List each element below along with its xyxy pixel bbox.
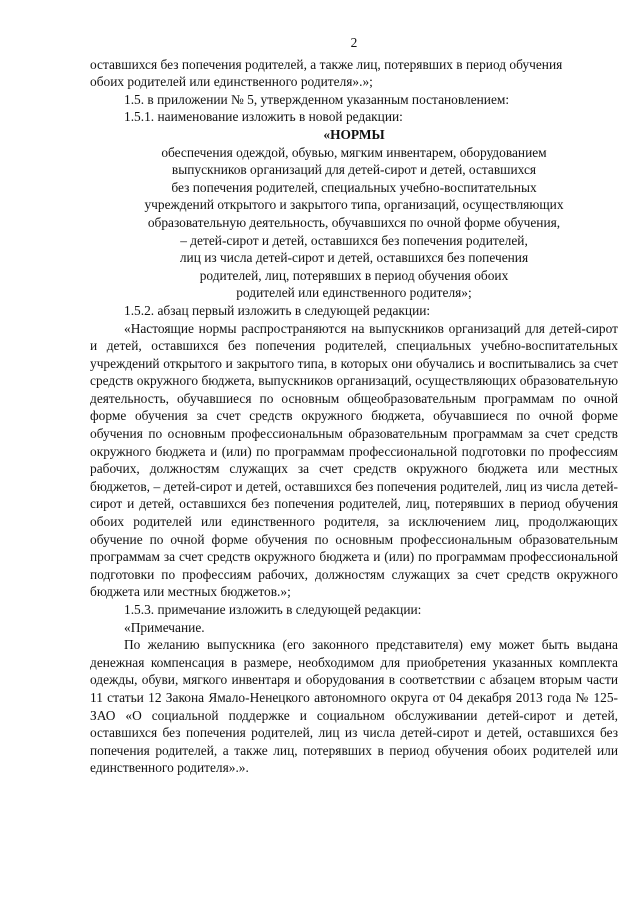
item-1-5: 1.5. в приложении № 5, утвержденном указанным постановлением: (124, 91, 510, 107)
intro-line-1: оставшихся без попечения родителей, а также лиц, потерявших в период обучения (90, 56, 563, 72)
title-line-8: родителей, лиц, потерявших в период обучения обоих (199, 267, 509, 283)
title-line-4: учреждений открытого и закрытого типа, организаций, осуществляющих (144, 197, 564, 213)
title-line-1: обеспечения одеждой, обувью, мягким инвентарем, оборудованием (161, 144, 547, 160)
intro-line-2: обоих родителей или единственного родителя».»; (90, 74, 373, 90)
document-page (90, 34, 618, 777)
paragraph-norms: «Настоящие нормы распространяются на выпускников организаций для детей-сирот и детей, оставшихся без попечения родителей, специальных учебно-воспитательных учреждений открытого и закрытого типа, в которых они обучались и воспитывались за счет средств окружного бюджета, выпускников организаций, осуществляющих образовательную деятельность, обучавшиеся по основным общеобразовательным программам по очной форме обучения за счет средств окружного бюджета, обучавшиеся по очной форме обучения по основным профессиональным образовательным программам за счет средств окружного бюджета и (или) по программам профессиональной подготовки по профессиям рабочих, должностям служащих за счет средств окружного бюджета или местных бюджетов, – детей-сирот и детей, оставшихся без попечения родителей, лиц из числа детей-сирот и детей, оставшихся без попечения родителей, лиц, потерявших в период обучения обоих родителей или единственного родителя, за исключением лиц, продолжающих обучение по очной форме обучения по основным профессиональным образовательным программам за счет средств окружного бюджета и (или) по программам профессиональной подготовки по профессиям рабочих, должностям служащих за счет средств окружного бюджета или местных бюджетов.»; (90, 320, 618, 600)
paragraph-note: По желанию выпускника (его законного представителя) ему может быть выдана денежная компенсация в размере, необходимом для приобретения указанных комплекта одежды, обуви, мягкого инвентаря и оборудования в соответствии с абзацем вторым части 11 статьи 12 Закона Ямало-Ненецкого автономного округа от 04 декабря 2013 года № 125-ЗАО «О социальной поддержке и социальном обслуживании детей-сирот и детей, оставшихся без попечения родителей, лиц из числа детей-сирот и детей, оставшихся без попечения родителей, а также лиц, потерявших в период обучения обоих родителей или единственного родителя».». (90, 637, 618, 776)
title-line-9: родителей или единственного родителя»; (236, 285, 472, 301)
title-line-5: образовательную деятельность, обучавшихся по очной форме обучения, (147, 214, 561, 230)
note-heading: «Примечание. (124, 619, 205, 635)
item-1-5-1: 1.5.1. наименование изложить в новой редакции: (124, 109, 403, 125)
item-1-5-3: 1.5.3. примечание изложить в следующей редакции: (124, 602, 422, 617)
page-number: 2 (350, 35, 358, 50)
title-line-6: – детей-сирот и детей, оставшихся без попечения родителей, (180, 232, 528, 248)
title-line-2: выпускников организаций для детей-сирот и детей, оставшихся (171, 162, 537, 178)
title-line-3: без попечения родителей, специальных учебно-воспитательных (171, 179, 537, 195)
norms-title-block (90, 144, 618, 302)
title-line-7: лиц из числа детей-сирот и детей, оставшихся без попечения (179, 250, 529, 266)
norms-title: «НОРМЫ (323, 126, 385, 142)
item-1-5-2: 1.5.2. абзац первый изложить в следующей редакции: (124, 302, 431, 318)
intro-text (90, 56, 618, 91)
